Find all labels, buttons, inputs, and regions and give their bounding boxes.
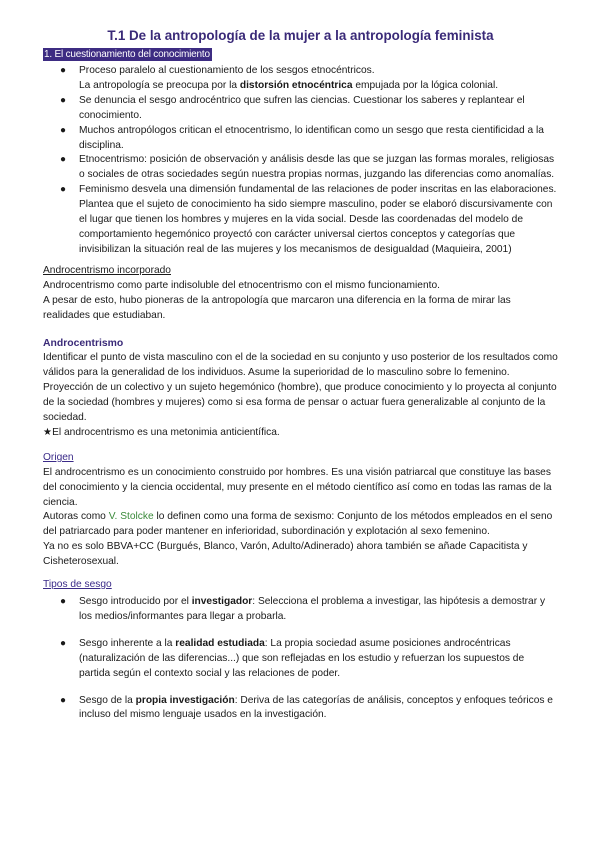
subheading-androcentrismo-incorporado: Androcentrismo incorporado bbox=[43, 264, 171, 276]
bold-term: distorsión etnocéntrica bbox=[239, 79, 353, 91]
paragraph: A pesar de esto, hubo pioneras de la antropología que marcaron una diferencia en la forma de mirar las realidades que estudiaban. bbox=[43, 294, 511, 321]
paragraph: Proyección de un colectivo y un sujeto hegemónico (hombre), que produce conocimiento y lo proyecta al conjunto de la sociedad (hombres y mujeres) como si esa forma de pensar o actuar fuera generalizable al conjunto de la sociedad. bbox=[43, 382, 557, 424]
paragraph: Ya no es solo BBVA+CC (Burgués, Blanco, Varón, Adulto/Adinerado) ahora también se añade Capacitista y Cisheterosexual. bbox=[43, 541, 528, 568]
list-item: ● Proceso paralelo al cuestionamiento de los sesgos etnocéntricos. La antropología se preocupa por la distorsión etnocéntrica empujada por la lógica colonial. bbox=[60, 65, 499, 91]
paragraph: Identificar el punto de vista masculino con el de la sociedad en su conjunto y uso posterior de los resultados como válidos para la generalidad de los individuos. Asume la superioridad de lo masculino sobre lo femenino. bbox=[43, 352, 558, 379]
list-item: ● Sesgo de la propia investigación: Deriva de las categorías de análisis, conceptos y enfoques teóricos e incluso del mismo lenguaje usados en la investigación. bbox=[60, 694, 553, 721]
list-item: ● Sesgo introducido por el investigador: Selecciona el problema a investigar, las hipótesis a demostrar y los medios/informantes para llegar a probarla. bbox=[60, 596, 546, 622]
star-note: ★El androcentrismo es una metonimia anticientífica. bbox=[43, 426, 280, 438]
bullet-icon: ● bbox=[60, 694, 67, 706]
section-heading-bar: 1. El cuestionamiento del conocimiento bbox=[44, 49, 210, 60]
bullet-icon: ● bbox=[60, 637, 67, 649]
page-title: T.1 De la antropología de la mujer a la antropología feminista bbox=[107, 28, 494, 43]
paragraph: Androcentrismo como parte indisoluble del etnocentrismo con el mismo funcionamiento. bbox=[43, 279, 440, 291]
list-item: ● Muchos antropólogos critican el etnocentrismo, lo identifican como un sesgo que resta cientificidad a la disciplina. bbox=[60, 124, 544, 151]
bullet-icon: ● bbox=[60, 94, 67, 106]
subheading-tipos-de-sesgo: Tipos de sesgo bbox=[43, 579, 112, 591]
bullet-icon: ● bbox=[60, 154, 67, 166]
list-item: ● Se denuncia el sesgo androcéntrico que sufren las ciencias. Cuestionar los saberes y replantear el conocimiento. bbox=[60, 94, 525, 121]
paragraph: Autoras como V. Stolcke lo definen como una forma de sexismo: Conjunto de los métodos empleados en el seno del patriarcado para poder mantener en inferioridad, subordinación y explotación al sexo femenino. bbox=[43, 511, 553, 538]
paragraph: El androcentrismo es un conocimiento construido por hombres. Es una visión patriarcal que constituye las bases del conocimiento y la ciencia occidental, muy presente en el método científico así como en todas las ramas de la ciencia. bbox=[43, 466, 552, 508]
subheading-androcentrismo: Androcentrismo bbox=[43, 338, 124, 350]
author-name: V. Stolcke bbox=[108, 511, 154, 523]
tipos-bullet-list bbox=[43, 595, 558, 723]
subheading-origen: Origen bbox=[43, 451, 74, 463]
section1-bullet-list bbox=[43, 64, 558, 258]
bullet-icon: ● bbox=[60, 596, 67, 607]
list-item: ● Etnocentrismo: posición de observación y análisis desde las que se juzgan las formas morales, religiosas o sociales de otras sociedades según nuestra propias normas, juzgando las diferencias como anomalías. bbox=[60, 154, 555, 181]
bold-term: investigador bbox=[191, 596, 253, 607]
bullet-icon: ● bbox=[60, 65, 67, 76]
list-item: ● Sesgo inherente a la realidad estudiada: La propia sociedad asume posiciones androcéntricas (naturalización de las diferencias...) que son reflejadas en los estudio y refuerzan los supuestos de partida según el contexto social y las relaciones de poder. bbox=[60, 637, 525, 679]
bullet-icon: ● bbox=[60, 124, 67, 136]
list-item: ● Feminismo desvela una dimensión fundamental de las relaciones de poder inscritas en las elaboraciones. Plantea que el sujeto de conocimiento ha sido siempre masculino, poder se elaboró discursivamente con el lugar que tienen los hombres y mujeres en la vida social. Desde las coordenadas del modelo de comportamiento hegemónico proyectó con carácter universal ciertos conceptos y categorías que invisibilizan la situación real de las mujeres y los mecanismos de desigualdad (Maquieira, 2001) bbox=[60, 184, 557, 255]
bold-term: propia investigación bbox=[135, 694, 235, 706]
bold-term: realidad estudiada bbox=[175, 637, 265, 649]
bullet-icon: ● bbox=[60, 184, 67, 196]
